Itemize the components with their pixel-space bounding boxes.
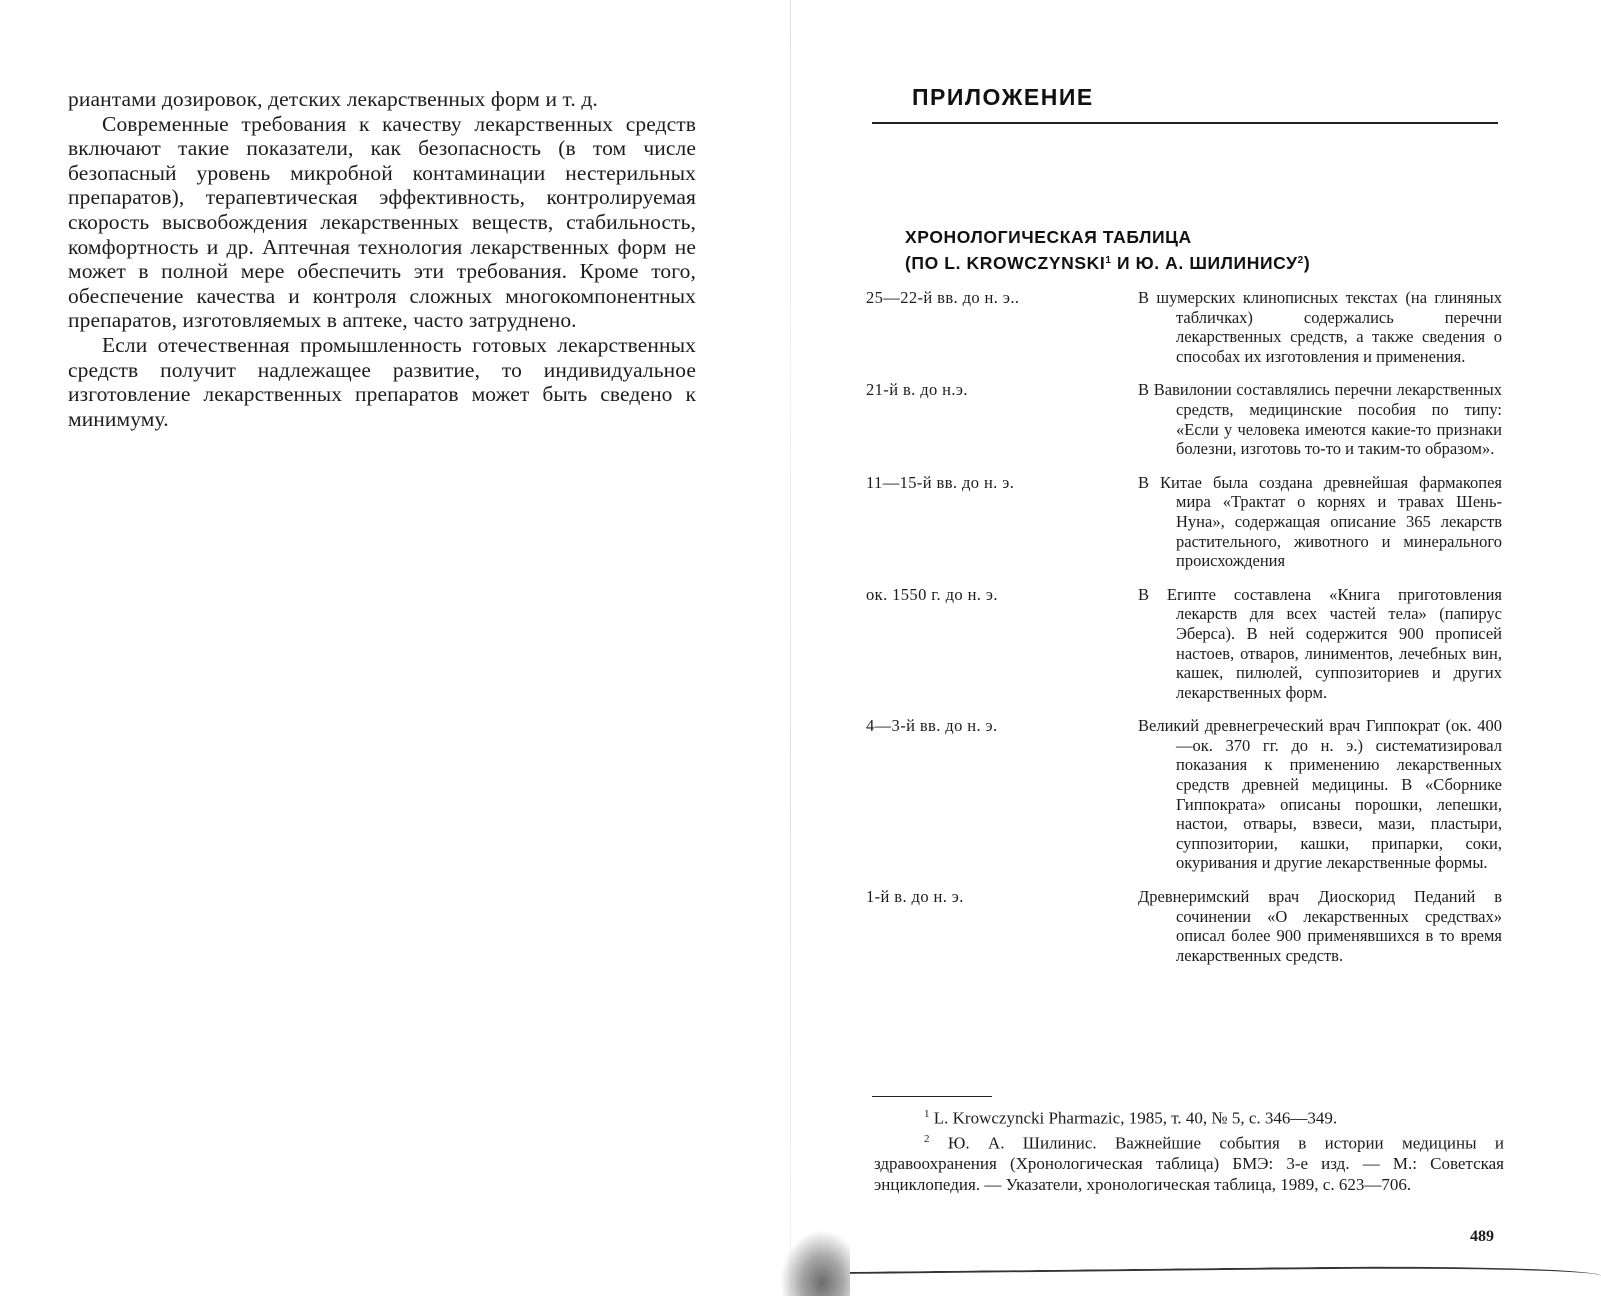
paragraph: риантами дозировок, детских лекарственных форм и т. д. [68,87,598,111]
page-edge [850,1264,1601,1302]
footnote-marker: 2 [924,1132,930,1145]
chronology-entry [866,288,1502,366]
footnote-ref-1: 1 [1105,255,1112,266]
scan-shadow [780,1230,850,1296]
entry-date: 21-й в. до н.э. [866,380,968,400]
paragraph: Если отечественная промышленность готовых лекарственных средств получит надлежащее развитие, то индивидуальное изготовление лекарственных препаратов может быть сведено к минимуму. [68,332,696,431]
footnote-marker: 1 [924,1108,930,1120]
table-title-suffix: ) [1303,253,1311,273]
left-body-text [68,87,696,431]
chronology-entry [866,716,1502,873]
entry-event: Великий древнегреческий врач Гиппократ (ок. 400—ок. 370 гг. до н. э.) систематизировал показания к применению лекарственных средств древней медицины. В «Сборнике Гиппократа» описаны порошки, лепешки, настои, отвары, взвеси, мази, пластыри, суппозитории, кашки, припарки, соки, окуривания и другие лекарственные формы. [1138,716,1502,873]
footnote-ref-2: 2 [1297,255,1304,266]
entry-date: 4—3-й вв. до н. э. [866,716,998,736]
table-title-middle: И Ю. А. ШИЛИНИСУ [1111,253,1298,273]
table-title-prefix: (ПО L. KROWCZYNSKI [905,253,1106,273]
book-spine [790,0,791,1296]
entry-event: В шумерских клинописных текстах (на глиняных табличках) содержались перечни лекарственных средств, а также сведения о способах их изготовления и применения. [1138,288,1502,366]
footnote-divider [872,1096,992,1097]
page-number: 489 [1470,1228,1494,1245]
entry-date: ок. 1550 г. до н. э. [866,584,998,604]
entry-event: В Вавилонии составлялись перечни лекарственных средств, медицинские пособия по типу: «Если у человека имеются какие-то признаки болезни, изготовь то-то и таким-то образом». [1138,380,1502,459]
chronology-entry [866,585,1502,703]
section-title: ПРИЛОЖЕНИЕ [912,84,1094,110]
left-page [0,0,780,1296]
title-divider [872,122,1498,124]
footnote [874,1104,1504,1129]
footnote-text: L. Krowczyncki Pharmazic, 1985, т. 40, № 5, с. 346—349. [929,1108,1338,1128]
entry-event: Древнеримский врач Диоскорид Педаний в сочинении «О лекарственных средствах» описал более 900 применявшихся в то время лекарственных средств. [1138,887,1502,965]
entry-date: 25—22-й вв. до н. э.. [866,288,1020,307]
footnote-text: Ю. А. Шилинис. Важнейшие события в истории медицины и здравоохранения (Хронологическая таблица) БМЭ: 3-е изд. — М.: Советская энциклопедия. — Указатели, хронологическая таблица, 1989, с. 623—706. [874,1133,1504,1195]
chronology-entry [866,380,1502,458]
chronology-entry [866,473,1502,571]
entry-date: 1-й в. до н. э. [866,887,964,907]
table-title [905,224,1310,276]
table-title-line2 [905,250,1310,276]
chronology-table [866,288,1502,979]
chronology-entry [866,887,1502,965]
footnote [874,1129,1504,1196]
entry-event: В Египте составлена «Книга приготовления лекарств для всех частей тела» (папирус Эберса). В ней содержится 900 прописей настоев, отваров, линиментов, лечебных вин, кашек, пилюлей, суппозиториев и других лекарственных форм. [1138,584,1502,702]
paragraph: Современные требования к качеству лекарственных средств включают такие показатели, как безопасность (в том числе безопасный уровень микробной контаминации нестерильных препаратов), терапевтическая эффективность, контролируемая скорость высвобождения лекарственных веществ, стабильность, комфортность и др. Аптечная технология лекарственных форм не может в полной мере обеспечить эти требования. Кроме того, обеспечение качества и контроля сложных многокомпонентных препаратов, изготовляемых в аптеке, часто затруднено. [68,111,696,333]
footnotes [874,1104,1504,1195]
entry-date: 11—15-й вв. до н. э. [866,472,1015,492]
table-title-line1: ХРОНОЛОГИЧЕСКАЯ ТАБЛИЦА [905,227,1192,247]
entry-event: В Китае была создана древнейшая фармакопея мира «Трактат о корнях и травах Шень-Нуна», содержащая описание 365 лекарств растительного, животного и минерального происхождения [1138,472,1502,571]
